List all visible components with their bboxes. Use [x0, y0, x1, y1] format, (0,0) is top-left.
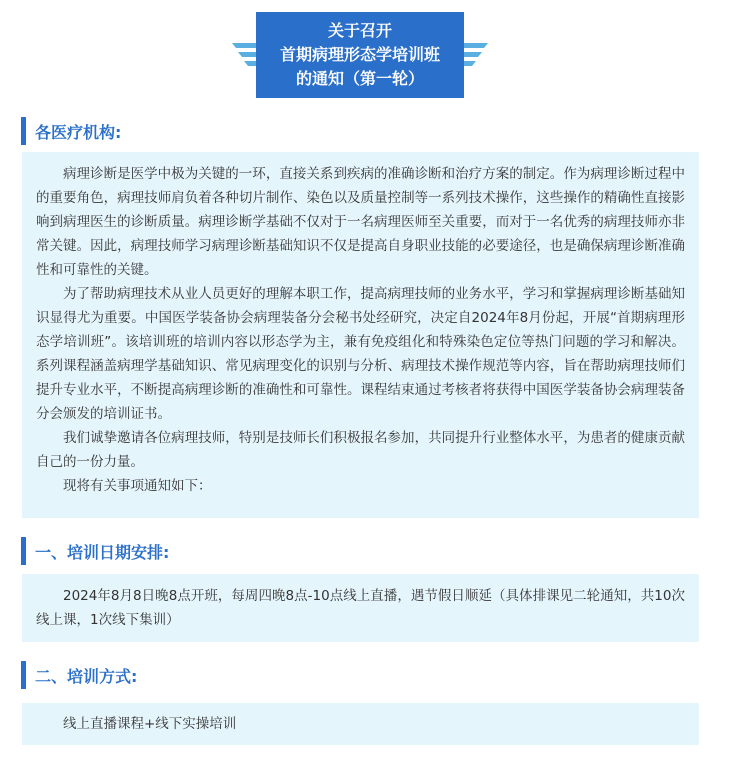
title-banner — [0, 0, 731, 105]
right-wing-icon — [464, 43, 488, 69]
title-line-3: 的通知（第一轮） — [295, 69, 424, 88]
method-heading — [21, 661, 137, 689]
intro-paragraph-3: 我们诚挚邀请各位病理技师，特别是技师长们积极报名参加，共同提升行业整体水平，为患者的健康贡献自己的一份力量。 — [36, 430, 685, 470]
dates-heading — [21, 537, 169, 565]
intro-paragraph-4: 现将有关事项通知如下： — [63, 478, 212, 494]
dates-heading-label: 一、培训日期安排: — [35, 542, 170, 562]
method-text: 线上直播课程+线下实操培训 — [63, 716, 237, 732]
heading-bar — [21, 537, 26, 565]
title-line-2: 首期病理形态学培训班 — [279, 45, 440, 64]
method-panel — [22, 703, 699, 745]
recipient-heading — [21, 117, 121, 145]
intro-panel — [22, 152, 699, 518]
method-heading-label: 二、培训方式: — [35, 666, 138, 686]
dates-text: 2024年8月8日晚8点开班，每周四晚8点-10点线上直播，遇节假日顺延（具体排课见二轮通知，共10次线上课，1次线下集训） — [36, 588, 685, 628]
title-line-1: 关于召开 — [327, 21, 392, 40]
left-wing-icon — [232, 43, 256, 69]
notice-title — [256, 12, 464, 98]
heading-bar — [21, 661, 26, 689]
recipient-heading-label: 各医疗机构: — [35, 122, 122, 142]
intro-paragraph-2: 为了帮助病理技术从业人员更好的理解本职工作，提高病理技师的业务水平，学习和掌握病理诊断基础知识显得尤为重要。中国医学装备协会病理装备分会秘书处经研究，决定自2024年8月份起，开展“首期病理形态学培训班”。该培训班的培训内容以形态学为主，兼有免疫组化和特殊染色定位等热门问题的学习和解决。系列课程涵盖病理学基础知识、常见病理变化的识别与分析、病理技术操作规范等内容，旨在帮助病理技师们提升专业水平，不断提高病理诊断的准确性和可靠性。课程结束通过考核者将获得中国医学装备协会病理装备分会颁发的培训证书。 — [36, 286, 685, 422]
dates-panel — [22, 574, 699, 642]
heading-bar — [21, 117, 26, 145]
intro-paragraph-1: 病理诊断是医学中极为关键的一环，直接关系到疾病的准确诊断和治疗方案的制定。作为病理诊断过程中的重要角色，病理技师肩负着各种切片制作、染色以及质量控制等一系列技术操作，这些操作的精确性直接影响到病理医生的诊断质量。病理诊断学基础不仅对于一名病理医师至关重要，而对于一名优秀的病理技师亦非常关键。因此，病理技师学习病理诊断基础知识不仅是提高自身职业技能的必要途径，也是确保病理诊断准确性和可靠性的关键。 — [36, 166, 685, 278]
